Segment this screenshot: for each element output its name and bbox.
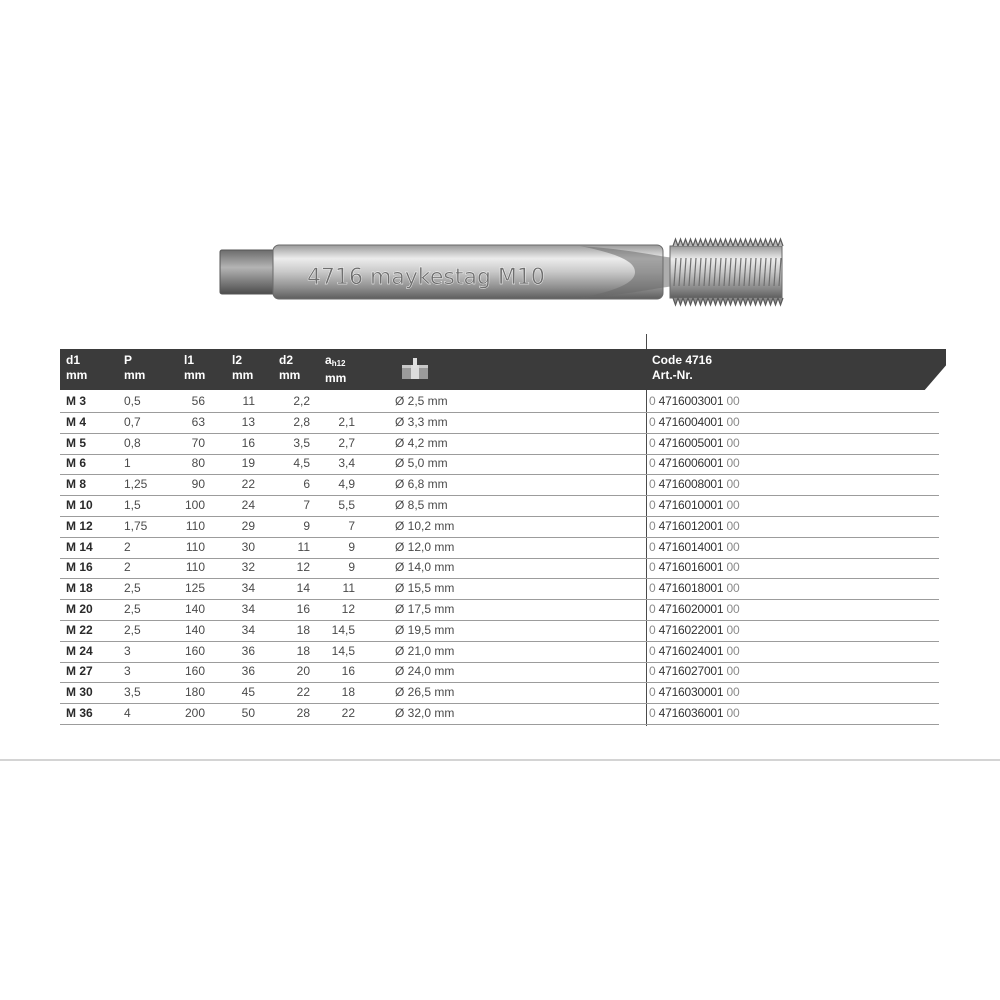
cell-drill: Ø 5,0 mm [395, 456, 448, 471]
cell-d2: 22 [296, 685, 310, 700]
table-row [60, 703, 939, 725]
cell-d1: M 6 [66, 456, 87, 471]
cell-code [649, 665, 739, 678]
cell-d1: M 10 [66, 498, 93, 512]
code-part-suffix: 00 [726, 435, 740, 450]
table-row [60, 391, 939, 413]
code-part-prefix: 0 [649, 477, 656, 492]
code-part-number: 4716008001 [658, 477, 724, 492]
code-part-suffix: 00 [726, 477, 740, 492]
cell-d2: 18 [296, 643, 310, 658]
cell-drill: Ø 19,5 mm [395, 622, 455, 637]
code-part-prefix: 0 [649, 581, 656, 596]
cell-l2: 29 [241, 518, 255, 533]
cell-a: 14,5 [331, 622, 355, 637]
cell-p: 1,25 [124, 477, 148, 492]
tap-tool-icon [215, 232, 790, 312]
header-d2: d2 mm [279, 353, 301, 382]
cell-p: 1,75 [124, 518, 148, 533]
cell-a: 16 [341, 664, 355, 679]
cell-d2: 18 [296, 622, 310, 637]
cell-code [649, 437, 739, 450]
cell-drill: Ø 21,0 mm [395, 643, 455, 658]
cell-d2: 7 [303, 498, 310, 512]
cell-d2: 9 [303, 518, 310, 533]
cell-p: 2 [124, 539, 131, 554]
cell-drill: Ø 3,3 mm [395, 414, 448, 429]
code-part-prefix: 0 [649, 560, 656, 575]
code-part-suffix: 00 [726, 539, 740, 554]
table-row [60, 599, 939, 621]
cell-l2: 36 [241, 643, 255, 658]
cell-d1: M 24 [66, 643, 93, 658]
cell-code [649, 499, 739, 512]
code-part-suffix: 00 [726, 498, 740, 512]
cell-code [649, 478, 739, 491]
bottom-rule [0, 759, 1000, 761]
cell-d1: M 12 [66, 518, 93, 533]
code-part-number: 4716010001 [658, 498, 724, 512]
cell-l1: 80 [191, 456, 205, 471]
cell-l1: 56 [191, 394, 205, 408]
cell-drill: Ø 8,5 mm [395, 498, 448, 512]
cell-d2: 12 [296, 560, 310, 575]
code-part-number: 4716018001 [658, 581, 724, 596]
cell-d2: 14 [296, 581, 310, 596]
code-part-suffix: 00 [726, 414, 740, 429]
cell-l1: 200 [184, 706, 205, 720]
cell-l2: 19 [241, 456, 255, 471]
cell-l2: 34 [241, 622, 255, 637]
cell-d1: M 16 [66, 560, 93, 575]
cell-l2: 22 [241, 477, 255, 492]
code-part-prefix: 0 [649, 498, 656, 512]
code-part-prefix: 0 [649, 622, 656, 637]
code-part-prefix: 0 [649, 539, 656, 554]
cell-l1: 125 [184, 581, 205, 596]
cell-a: 22 [341, 706, 355, 720]
cell-code [649, 520, 739, 533]
code-part-suffix: 00 [726, 664, 740, 679]
cell-code [649, 561, 739, 574]
header-l2: l2 mm [232, 353, 254, 382]
code-part-prefix: 0 [649, 394, 656, 408]
code-part-number: 4716030001 [658, 685, 724, 700]
cell-l2: 30 [241, 539, 255, 554]
cell-l2: 45 [241, 685, 255, 700]
table-row [60, 453, 939, 475]
cell-l1: 100 [184, 498, 205, 512]
cell-p: 2 [124, 560, 131, 575]
cell-p: 1,5 [124, 498, 141, 512]
code-part-number: 4716016001 [658, 560, 724, 575]
cell-a: 3,4 [338, 456, 355, 471]
header-l1: l1 mm [184, 353, 206, 382]
code-part-prefix: 0 [649, 518, 656, 533]
table-row [60, 557, 939, 579]
code-part-suffix: 00 [726, 602, 740, 616]
cell-d2: 20 [296, 664, 310, 679]
cell-l2: 34 [241, 602, 255, 616]
cell-d1: M 4 [66, 414, 87, 429]
cell-l1: 160 [184, 664, 205, 679]
code-part-prefix: 0 [649, 456, 656, 471]
code-part-suffix: 00 [726, 706, 740, 720]
header-code: Code 4716 Art.-Nr. [652, 353, 713, 382]
cell-code [649, 707, 739, 720]
cell-d2: 2,8 [293, 414, 310, 429]
cell-p: 2,5 [124, 581, 141, 596]
cell-a: 9 [348, 560, 355, 575]
cell-l1: 180 [184, 685, 205, 700]
cell-drill: Ø 10,2 mm [395, 518, 455, 533]
cell-p: 0,8 [124, 435, 141, 450]
cell-l1: 110 [185, 518, 205, 533]
code-part-prefix: 0 [649, 643, 656, 658]
cell-code [649, 416, 739, 429]
cell-p: 0,7 [124, 414, 141, 429]
cell-p: 1 [124, 456, 131, 471]
cell-code [649, 541, 739, 554]
cell-drill: Ø 2,5 mm [395, 394, 448, 408]
code-part-number: 4716022001 [658, 622, 724, 637]
code-part-prefix: 0 [649, 685, 656, 700]
header-a: $a_{h12}$ mm [325, 353, 347, 385]
code-part-suffix: 00 [726, 685, 740, 700]
cell-p: 2,5 [124, 602, 141, 616]
cell-code [649, 457, 739, 470]
cell-drill: Ø 26,5 mm [395, 685, 455, 700]
cell-a: 18 [341, 685, 355, 700]
code-part-number: 4716014001 [658, 539, 724, 554]
table-row [60, 537, 939, 559]
cell-a: 9 [348, 539, 355, 554]
code-part-suffix: 00 [726, 518, 740, 533]
code-part-suffix: 00 [726, 622, 740, 637]
header-d1: d1 mm [66, 353, 88, 382]
cell-p: 2,5 [124, 622, 141, 637]
cell-d2: 3,5 [293, 435, 310, 450]
cell-a: 4,9 [338, 477, 355, 492]
table-row [60, 495, 939, 517]
cell-l2: 50 [241, 706, 255, 720]
cell-d2: 11 [297, 539, 310, 554]
cell-drill: Ø 6,8 mm [395, 477, 448, 492]
cell-drill: Ø 14,0 mm [395, 560, 455, 575]
code-part-number: 4716012001 [658, 518, 724, 533]
table-row [60, 516, 939, 538]
code-part-prefix: 0 [649, 664, 656, 679]
cell-d2: 6 [303, 477, 310, 492]
code-part-prefix: 0 [649, 706, 656, 720]
table-row [60, 620, 939, 642]
cell-a: 5,5 [338, 498, 355, 512]
table-row [60, 433, 939, 455]
cell-d1: M 5 [66, 435, 87, 450]
cell-drill: Ø 15,5 mm [395, 581, 455, 596]
table-row [60, 474, 939, 496]
cell-a: 12 [341, 602, 355, 616]
code-part-number: 4716004001 [658, 414, 724, 429]
cell-drill: Ø 17,5 mm [395, 602, 455, 616]
table-row [60, 412, 939, 434]
cell-a: 14,5 [331, 643, 355, 658]
cell-l2: 32 [241, 560, 255, 575]
cell-d1: M 8 [66, 477, 87, 492]
cell-drill: Ø 12,0 mm [395, 539, 455, 554]
cell-l1: 140 [184, 602, 205, 616]
code-part-number: 4716027001 [658, 664, 724, 679]
cell-p: 3,5 [124, 685, 141, 700]
cell-l1: 63 [191, 414, 205, 429]
cell-p: 4 [124, 706, 131, 720]
cell-drill: Ø 24,0 mm [395, 664, 455, 679]
cell-l2: 36 [241, 664, 255, 679]
cell-l2: 11 [242, 394, 255, 408]
code-part-suffix: 00 [726, 456, 740, 471]
code-part-suffix: 00 [726, 643, 740, 658]
code-part-number: 4716036001 [658, 706, 724, 720]
cell-d1: M 27 [66, 664, 93, 679]
cell-code [649, 395, 739, 408]
cell-d1: M 30 [66, 685, 93, 700]
cell-p: 3 [124, 664, 131, 679]
code-part-number: 4716020001 [658, 602, 724, 616]
code-part-prefix: 0 [649, 602, 656, 616]
cell-l1: 110 [185, 560, 205, 575]
code-part-suffix: 00 [726, 560, 740, 575]
table-row [60, 641, 939, 663]
cell-d1: M 3 [66, 394, 87, 408]
cell-l2: 16 [241, 435, 255, 450]
table-row [60, 578, 939, 600]
cell-l2: 13 [241, 414, 255, 429]
cell-code [649, 603, 739, 616]
cell-a: 2,7 [338, 435, 355, 450]
code-part-number: 4716003001 [658, 394, 724, 408]
cell-d2: 4,5 [293, 456, 310, 471]
cell-l1: 160 [184, 643, 205, 658]
cell-d1: M 18 [66, 581, 93, 596]
cell-p: 3 [124, 643, 131, 658]
code-part-suffix: 00 [726, 581, 740, 596]
tap-tool-image [215, 232, 790, 312]
code-part-prefix: 0 [649, 414, 656, 429]
cell-p: 0,5 [124, 394, 141, 408]
cell-a: 2,1 [338, 414, 355, 429]
code-part-prefix: 0 [649, 435, 656, 450]
cell-l1: 140 [184, 622, 205, 637]
cell-d1: M 22 [66, 622, 93, 637]
cell-code [649, 624, 739, 637]
cell-l2: 34 [241, 581, 255, 596]
drill-hole-icon [400, 358, 430, 380]
tool-engraving: 4716 maykestag M10 [307, 265, 545, 290]
table-row [60, 682, 939, 704]
code-part-number: 4716006001 [658, 456, 724, 471]
header-p: P mm [124, 353, 146, 382]
cell-a: 11 [342, 581, 355, 596]
cell-drill: Ø 4,2 mm [395, 435, 448, 450]
cell-code [649, 582, 739, 595]
cell-d1: M 20 [66, 602, 93, 616]
cell-d2: 16 [296, 602, 310, 616]
cell-l2: 24 [241, 498, 255, 512]
cell-d1: M 14 [66, 539, 93, 554]
cell-code [649, 645, 739, 658]
cell-l1: 90 [191, 477, 205, 492]
cell-drill: Ø 32,0 mm [395, 706, 455, 720]
cell-code [649, 686, 739, 699]
code-part-number: 4716005001 [658, 435, 724, 450]
code-part-suffix: 00 [726, 394, 740, 408]
cell-l1: 110 [185, 539, 205, 554]
cell-a: 7 [348, 518, 355, 533]
cell-d1: M 36 [66, 706, 93, 720]
cell-l1: 70 [191, 435, 205, 450]
cell-d2: 28 [296, 706, 310, 720]
table-row [60, 661, 939, 683]
code-part-number: 4716024001 [658, 643, 724, 658]
cell-d2: 2,2 [293, 394, 310, 408]
